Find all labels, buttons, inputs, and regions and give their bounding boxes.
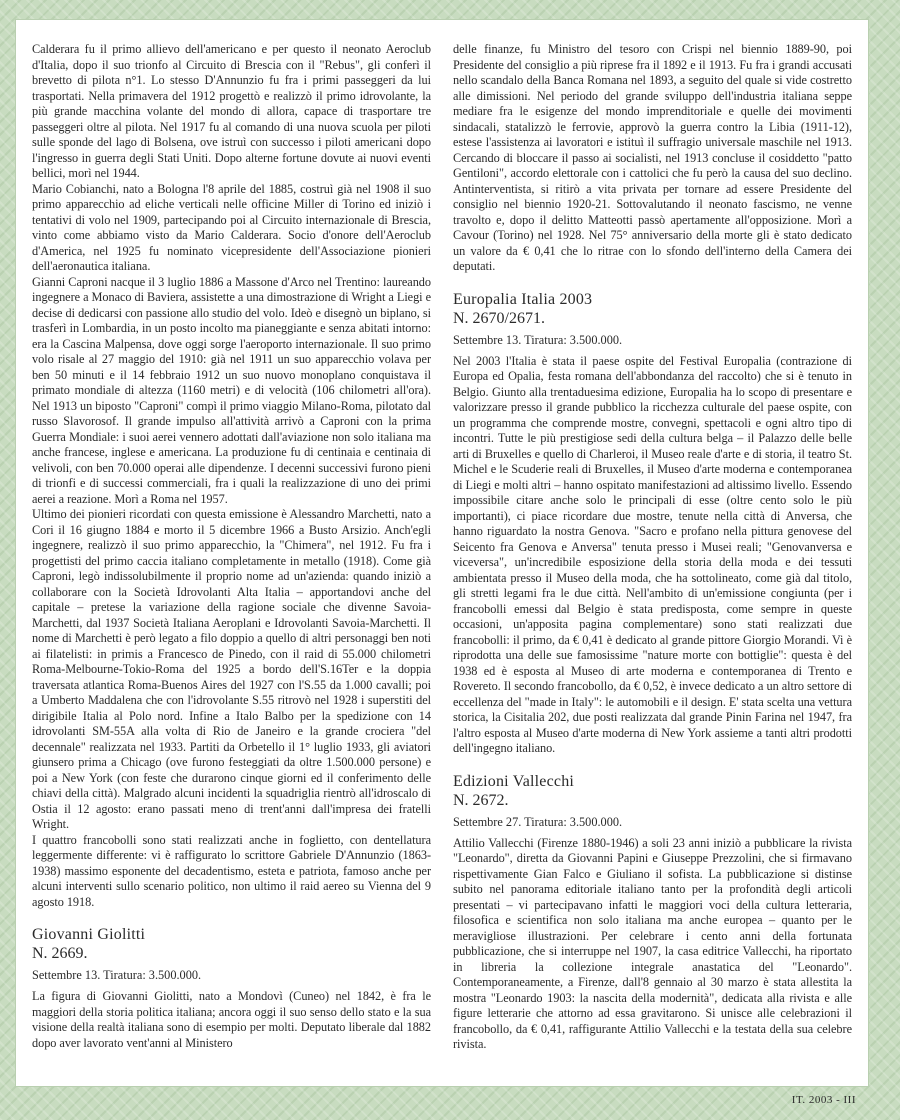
paragraph-calderara: Calderara fu il primo allievo dell'americano e per questo il neonato Aeroclub d'Italia, dopo il suo trionfo al Circuito di Brescia con il "Rebus", gli conferì il brevetto di pilota n°1. Lo stesso D'Annunzio fu fra i primi passeggeri da lui trasportati. Nella primavera del 1912 progettò e realizzò il primo idrovolante, la più grande macchina volante del mondo di allora, capace di trasportare tre passeggeri oltre al pilota. Nel 1917 fu al comando di una nuova scuola per piloti sulle sponde del lago di Bolsena, ove istruì con successo i piloti americani dopo l'ingresso in guerra degli Stati Uniti. Dopo alterne fortune dovute ai nuovi eventi bellici, morì nel 1944.: [32, 42, 431, 180]
section-title: Europalia Italia 2003: [453, 290, 593, 308]
section-europalia: [453, 290, 852, 757]
section-vallecchi: [453, 772, 852, 1053]
paragraph-marchetti: Ultimo dei pionieri ricordati con questa emissione è Alessandro Marchetti, nato a Cori il 16 giugno 1884 e morto il 5 dicembre 1966 a Busto Arsizio. Anch'egli ingegnere, realizzò il suo primo apparecchio, la "Chimera", nel 1912. Fu fra i progettisti del primo caccia italiano completamente in metallo (1918). Come già Caproni, legò indissolubilmente il proprio nome ad un'azienda: quando iniziò a collaborare con la Società Idrovolanti Alta Italia – apportandovi anche del capitale – pretese la variazione della ragione sociale che divenne Savoia-Marchetti, dal 1937 Società Italiana Aeroplani e Idrovolanti Savoia-Marchetti. Il nome di Marchetti è però legato a filo doppio a quello di altri personaggi ben noti ai filatelisti: in primis a Francesco de Pinedo, con il raid di 55.000 chilometri Roma-Melbourne-Tokio-Roma del 1925 a bordo dell'S.16Ter e la doppia traversata atlantica Roma-Buenos Aires del 1927 con l'S.55 da 1.000 cavalli; poi a Umberto Maddalena che con l'idrovolante S.55 ritrovò nel 1928 i superstiti del dirigibile Italia al Polo nord. Infine a Italo Balbo per la spedizione con 14 idrovolanti SM-55A alla volta di Rio de Janeiro e la grande crociera "del decennale" realizzata nel 1933. Partiti da Orbetello il 1° luglio 1933, gli aviatori giunsero prima a Chicago (ove furono festeggiati da oltre 1.500.000 persone) e poi a New York (con feste che durarono cinque giorni ed il conferimento delle chiavi della città). Malgrado alcuni incidenti la squadriglia rientrò all'idroscalo di Ostia il 12 agosto: erano passati meno di trent'anni dall'impresa dei fratelli Wright.: [32, 507, 431, 831]
section-text: La figura di Giovanni Giolitti, nato a Mondovì (Cuneo) nel 1842, è fra le maggiori della storia politica italiana; ancora oggi il suo senso dello stato e la sua visione della realtà italiana sono di esempio per molti. Deputato liberale dal 1882 dopo aver lavorato vent'anni al Ministero: [32, 989, 431, 1050]
section-title: Edizioni Vallecchi: [453, 772, 575, 790]
section-number: N. 2672.: [453, 791, 509, 809]
section-meta: Settembre 27. Tiratura: 3.500.000.: [453, 814, 623, 829]
page-footer-label: IT. 2003 - III: [791, 1094, 856, 1106]
section-number: N. 2669.: [32, 945, 88, 962]
section-number: N. 2670/2671.: [453, 309, 545, 327]
section-meta: Settembre 13. Tiratura: 3.500.000.: [32, 968, 202, 982]
section-text: Nel 2003 l'Italia è stata il paese ospite del Festival Europalia (contrazione di Europa ed Opalia, festa romana dell'abbondanza del raccolto) che si è tenuto in Belgio. Giunto alla trentaduesima edizione, Europalia ha lo scopo di presentare e valorizzare presso il grande pubblico la ricchezza culturale del paese ospite, con un programma che comprende mostre, convegni, spettacoli e ogni altro tipo di incontri. Tutte le più prestigiose sedi della cultura belga – il Palazzo delle belle arti di Bruxelles e quello di Charleroi, il Museo reale d'arte e di storia, il teatro St. Michel e le Scuderie reali di Bruxelles, il Museo d'arte moderna e contemporanea di Liegi e molti altri – hanno ospitato manifestazioni ad altissimo livello. Essendo impossibile citare anche solo le principali di esse (oltre cento solo le più importanti), ci piace ricordare due mostre, tenute nella città di Anversa, che hanno riguardato la nostra Genova. "Sacro e profano nella pittura genovese del Seicento fra Genova e Anversa" tenuta presso i Musei reali; "Genovanversa e viceversa", un'incredibile esposizione della storia della moda e dei tessuti ambientata presso il Museo della moda, che ha sottolineato, come già dal titolo, gli stretti legami fra le due città. Nell'ambito di un'emissione congiunta (per i francobolli emessi dal Belgio è stata predisposta, come sempre in queste occasioni, un'apposita pagina complementare) sono stati realizzati due francobolli: il primo, da € 0,41 è dedicato al grande pittore Giorgio Morandi. Vi è riprodotta una delle sue famosissime "nature morte con bottiglie": questa è del 1938 ed è esposta al Museo di arte moderna e contemporanea di Trento e Rovereto. Il secondo francobollo, da € 0,52, è invece dedicato a un altro settore di eccellenza del "made in Italy": le automobili e il design. E' stata scelta una vettura storica, la Cisitalia 202, due posti realizzata dal grande Pinin Farina nel 1947, fra l'altro esposta al Museo d'arte moderna di New York assieme a tanti altri prodotti dell'ingegno italiano.: [453, 353, 852, 755]
section-text: Attilio Vallecchi (Firenze 1880-1946) a soli 23 anni iniziò a pubblicare la rivista "Leonardo", diretta da Giovanni Papini e Giuseppe Prezzolini, che si firmavano rispettivamente Gian Falco e Giuliano il sofista. La pubblicazione si distinse subito nel panorama editoriale italiano tanto per la profondità degli articoli presentati – vi partecipavano infatti le maggiori voci della cultura letteraria, filosofica e scientifica non solo italiana ma anche europea – quanto per le meravigliose illustrazioni. Per celebrare i cento anni della fortunata pubblicazione, che si interruppe nel 1907, la casa editrice Vallecchi, ha riportato in libreria la collezione integrale anastatica del "Leonardo". Contemporaneamente, a Firenze, dall'8 gennaio al 30 marzo è stata allestita la mostra "Leonardo 1903: la nascita della modernità", dedicata alla rivista e alle figure letterarie che attorno ad essa gravitarono. Si unisce alle celebrazioni il francobollo, da € 0,41, raffigurante Attilio Vallecchi e la testata della sua celebre rivista.: [453, 835, 852, 1051]
text-columns: [32, 42, 852, 1078]
paragraph-giolitti-continued: delle finanze, fu Ministro del tesoro con Crispi nel biennio 1889-90, poi Presidente del consiglio a più riprese fra il 1892 e il 1913. Fu fra i grandi accusati nello scandalo della Banca Romana nel 1893, a seguito del quale si vide costretto alle dimissioni. Nel periodo del grande sviluppo dell'industria italiana seppe mediare fra le esigenze del mondo imprenditoriale e quelle dei movimenti sindacali, statalizzò le ferrovie, approvò la guerra contro la Libia (1911-12), estese l'assistenza ai lavoratori e istituì il suffragio universale maschile nel 1913. Cercando di bloccare il passo ai socialisti, nel 1913 concluse il cosiddetto "patto Gentiloni", accordo elettorale con i cattolici che fu però la causa del suo declino. Antinterventista, si ritirò a vita privata per tornare ad essere Presidente del consiglio nel biennio 1920-21. Sottovalutando il neonato fascismo, ne venne travolto e, dopo il delitto Matteotti passò apertamente all'opposizione. Morì a Cavour (Torino) nel 1928. Nel 75° anniversario della morte gli è stato dedicato un valore da € 0,41 che lo ritrae con lo sfondo dell'interno della Camera dei deputati.: [453, 42, 852, 273]
section-title: Giovanni Giolitti: [32, 926, 146, 943]
paragraph-foglietto: I quattro francobolli sono stati realizzati anche in foglietto, con dentellatura leggermente differente: vi è raffigurato lo scrittore Gabriele D'Annunzio (1863-1938) massimo esponente del decadentismo, esteta e patriota, famoso anche per alcuni interventi sullo scenario politico, non ultimo il raid aereo su Vienna del 9 agosto 1918.: [32, 832, 431, 909]
page-sheet: [16, 20, 868, 1086]
paragraph-cobianchi: Mario Cobianchi, nato a Bologna l'8 aprile del 1885, costruì già nel 1908 il suo primo apparecchio ad eliche verticali nelle officine Miller di Torino ed iniziò i tentativi di volo nel 1909, partecipando poi al Circuito internazionale di Brescia, vinto come abbiamo visto da Mario Calderara. Socio d'onore dell'Aeroclub d'America, nel 1925 fu nominato vicepresidente dell'Associazione pionieri dell'aeronautica italiana.: [32, 181, 431, 273]
section-giolitti: [32, 925, 431, 1051]
left-column: [32, 42, 431, 1078]
right-column: [453, 42, 852, 1078]
section-meta: Settembre 13. Tiratura: 3.500.000.: [453, 332, 623, 347]
paragraph-caproni: Gianni Caproni nacque il 3 luglio 1886 a Massone d'Arco nel Trentino: laureando ingegnere a Monaco di Baviera, assistette a una dimostrazione di Wright a Liegi e decise di dedicarsi con passione allo studio del volo. Ideò e disegnò un biplano, si trasferì in Lombardia, in un posto incolto ma pianeggiante e senza abitati intorno: era la Cascina Malpensa, dove oggi sorge l'aeroporto internazionale. Il suo primo volo risale al 27 maggio del 1910: già nel 1911 un suo apparecchio volava per ben 50 minuti e il 14 febbraio 1912 un suo nuovo monoplano conquistava il primato mondiale di altezza (1160 metri) e di velocità (106 chilometri all'ora). Nel 1913 un biposto "Caproni" compì il primo viaggio Milano-Roma, pilotato dal russo Slavorosof. Il grande impulso all'attività arrivò a Caproni con la prima Guerra Mondiale: i suoi aerei vennero adottati dall'aviazione non solo italiana ma anche francese, inglese e americana. La produzione fu di centinaia e centinaia di velivoli, con ben 70.000 operai alle dipendenze. I decenni successivi furono pieni di trionfi e di successi commerciali, fra i quali la realizzazione di uno dei primi aerei a reazione. Morì a Roma nel 1957.: [32, 274, 431, 506]
